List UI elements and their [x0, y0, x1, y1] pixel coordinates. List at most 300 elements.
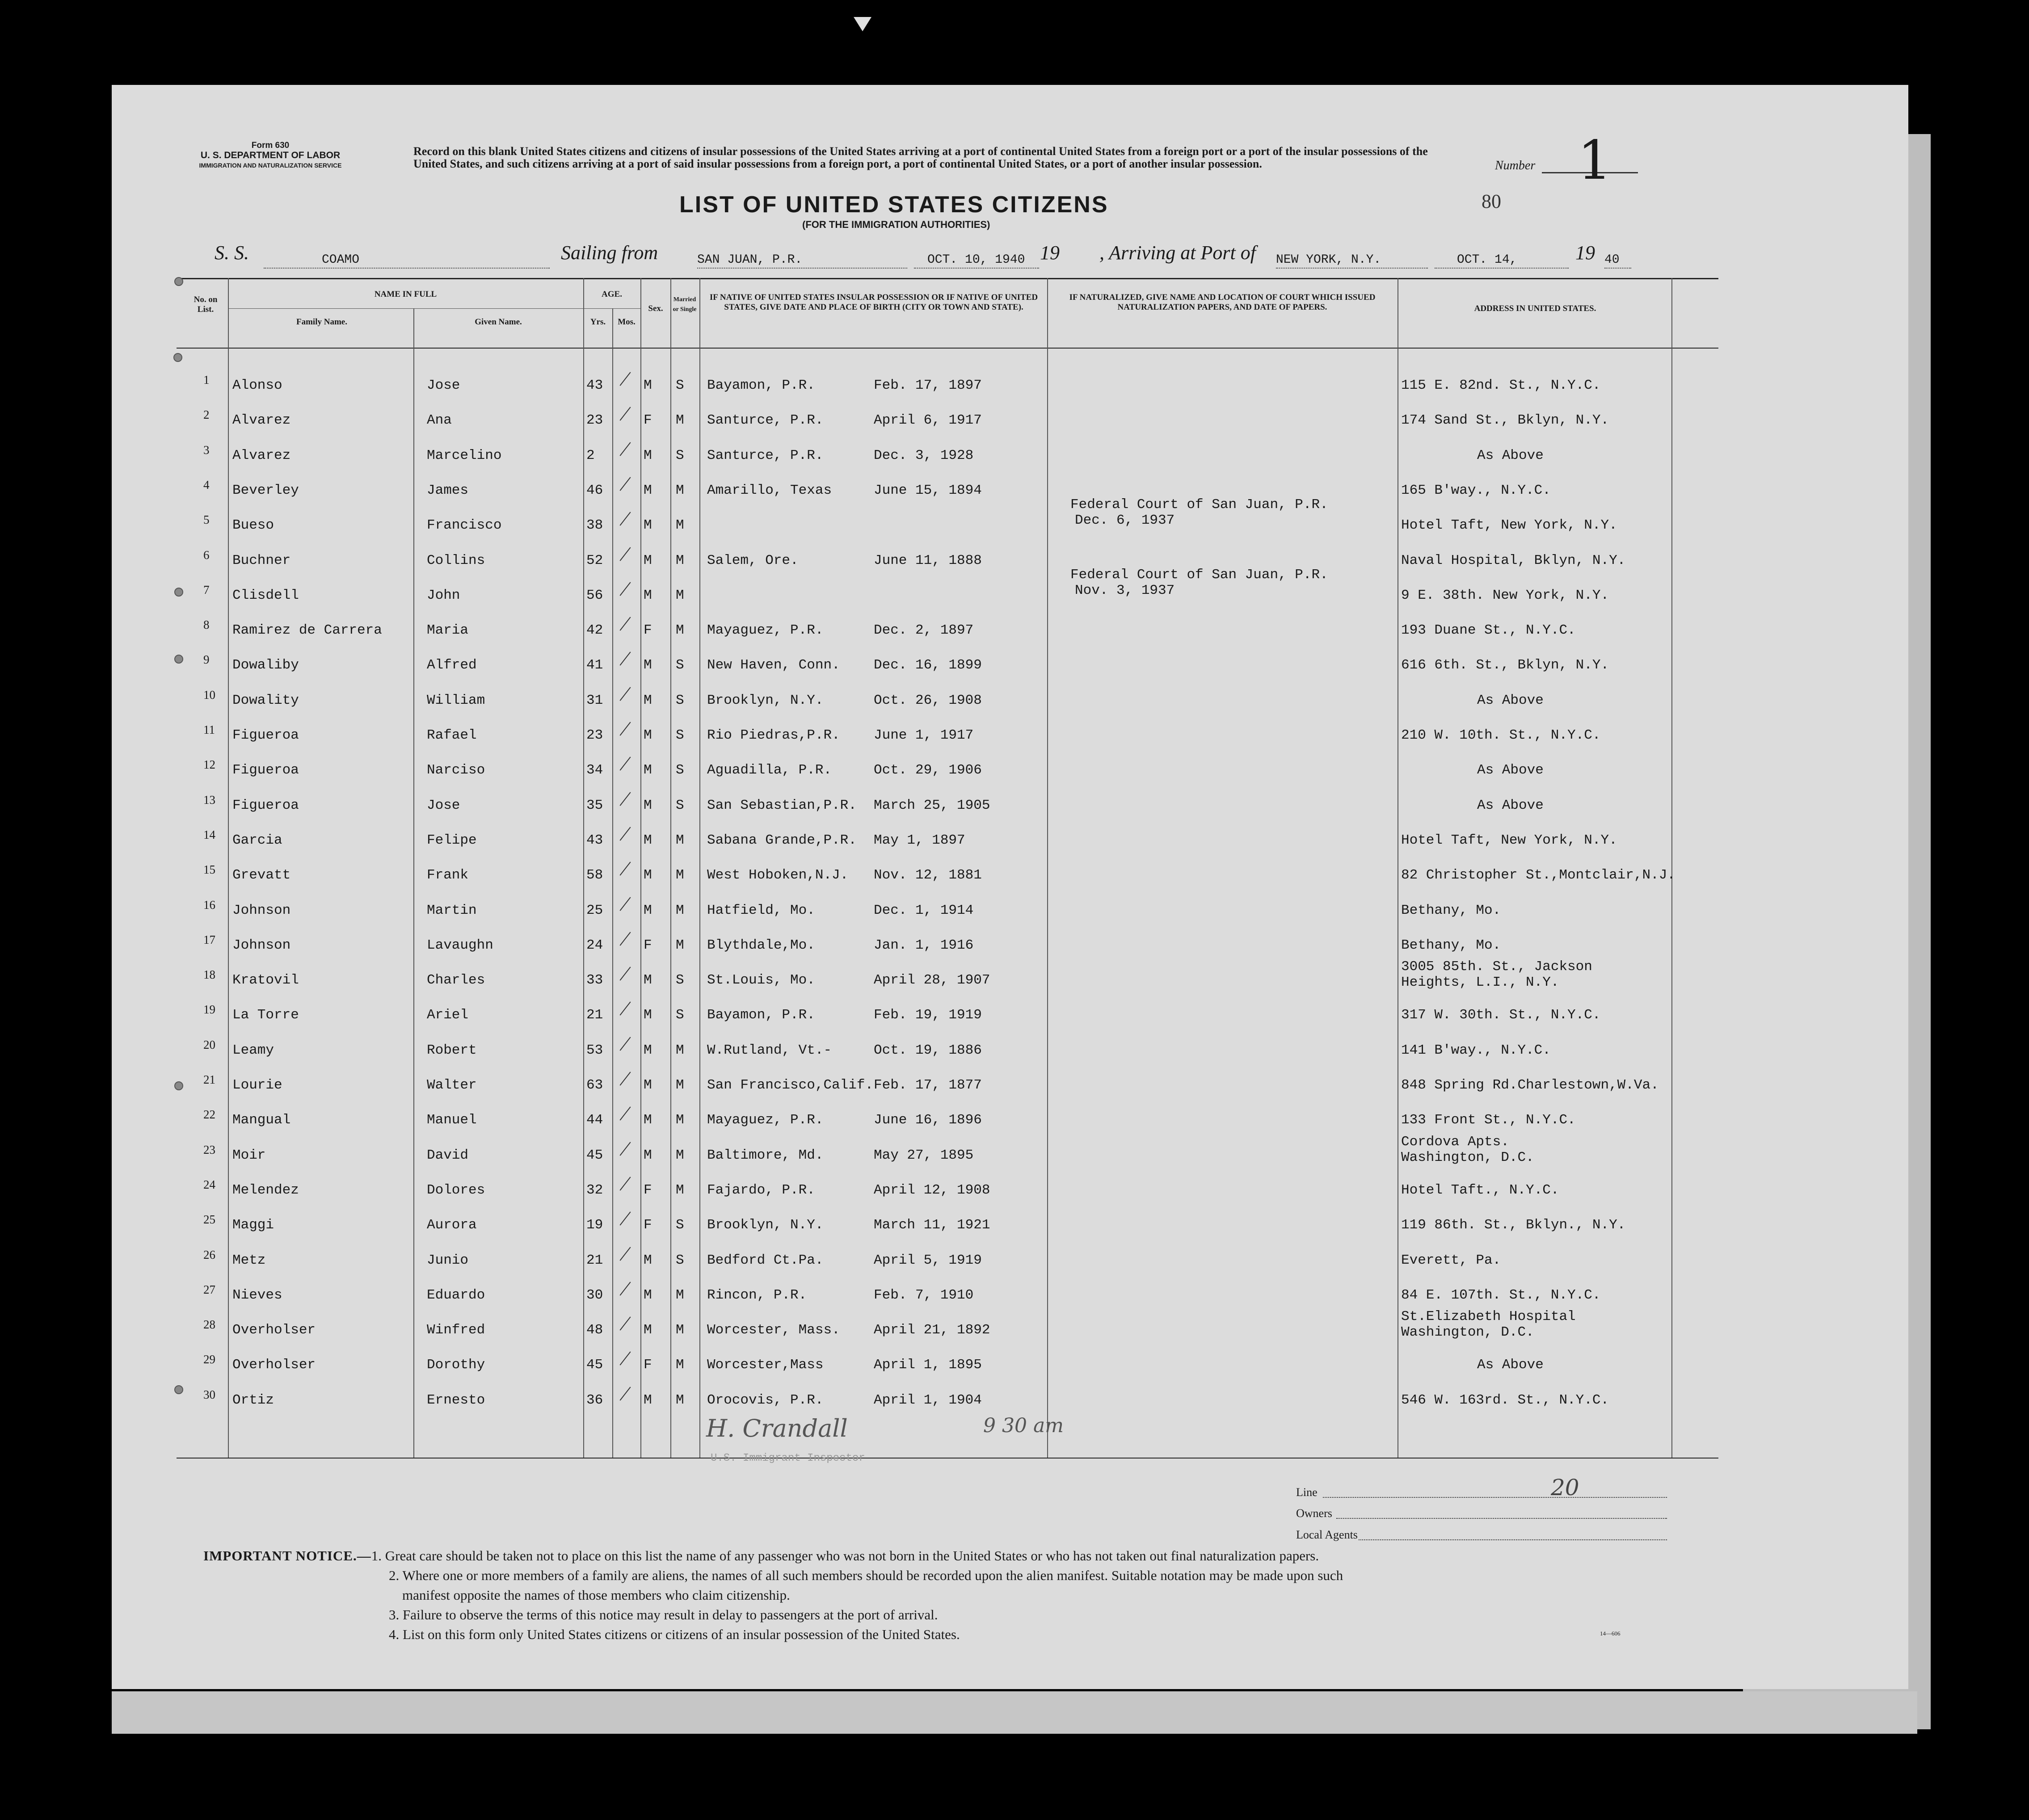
birth-date: April 5, 1919: [874, 1252, 982, 1268]
address-line: Washington, D.C.: [1401, 1149, 1534, 1165]
address: 616 6th. St., Bklyn, N.Y.: [1401, 657, 1609, 673]
form-instructions: Record on this blank United States citizens and citizens of insular possessions of the United States arriving at a port of continental United States from a foreign port or a port of the insular possessions of the United States, and such citizens arriving at a port of said insular possessions from a foreign port, a port of continental United States, or a port of another insular possession.: [413, 145, 1428, 170]
given-name: Jose: [427, 797, 460, 813]
given-name: David: [427, 1147, 469, 1163]
sailing-label: Sailing from: [561, 242, 658, 264]
header-name-in-full: NAME IN FULL: [374, 290, 437, 299]
address-line: St.Elizabeth Hospital: [1401, 1309, 1576, 1325]
line-field: [1323, 1497, 1667, 1498]
family-name: Buchner: [232, 552, 291, 568]
col-divider: [670, 278, 671, 1458]
sex: F: [644, 412, 652, 429]
age-years: 48: [586, 1322, 603, 1338]
family-name: Alvarez: [232, 412, 291, 429]
marital-status: S: [676, 1007, 684, 1023]
birth-date: Oct. 19, 1886: [874, 1042, 982, 1058]
row-number: 27: [203, 1282, 215, 1296]
row-number: 3: [203, 443, 210, 457]
address: 174 Sand St., Bklyn, N.Y.: [1401, 412, 1609, 429]
family-name: La Torre: [232, 1007, 299, 1023]
birth-date: Feb. 17, 1877: [874, 1077, 982, 1093]
page-title: LIST OF UNITED STATES CITIZENS: [679, 192, 1109, 218]
row-number: 16: [203, 898, 215, 912]
given-name: Frank: [427, 867, 469, 883]
arrival-date: OCT. 14,: [1457, 253, 1517, 267]
family-name: Johnson: [232, 937, 291, 953]
year-prefix-1: 19: [1040, 242, 1060, 264]
address: As Above: [1477, 447, 1544, 463]
birth-place: Bedford Ct.Pa.: [707, 1252, 824, 1268]
birth-place: Aguadilla, P.R.: [707, 762, 832, 778]
birth-place: Sabana Grande,P.R.: [707, 832, 857, 848]
address: As Above: [1477, 762, 1544, 778]
given-name: Manuel: [427, 1112, 477, 1128]
birth-place: W.Rutland, Vt.-: [707, 1042, 832, 1058]
address: 9 E. 38th. New York, N.Y.: [1401, 587, 1609, 603]
row-number: 28: [203, 1318, 215, 1332]
birth-place: Mayaguez, P.R.: [707, 622, 824, 639]
row-number: 12: [203, 758, 215, 772]
form-id: [174, 141, 366, 170]
birth-date: May 1, 1897: [874, 832, 965, 848]
ship-name: COAMO: [322, 253, 360, 267]
birth-date: Feb. 19, 1919: [874, 1007, 982, 1023]
marital-status: M: [676, 1357, 684, 1373]
birth-place: St.Louis, Mo.: [707, 972, 815, 988]
birth-date: May 27, 1895: [874, 1147, 974, 1163]
age-years: 35: [586, 797, 603, 813]
sex: M: [644, 832, 652, 848]
marital-status: S: [676, 378, 684, 393]
header-naturalized: IF NATURALIZED, GIVE NAME AND LOCATION OF COURT WHICH ISSUED NATURALIZATION PAPERS, AND DATE OF PAPERS.: [1069, 293, 1376, 312]
marital-status: S: [676, 1217, 684, 1233]
address: [1401, 1134, 1534, 1165]
given-name: Collins: [427, 552, 485, 568]
address: As Above: [1477, 692, 1544, 708]
notice-heading: IMPORTANT NOTICE.—: [203, 1548, 371, 1564]
family-name: Figueroa: [232, 797, 299, 813]
page-subtitle: (FOR THE IMMIGRATION AUTHORITIES): [802, 219, 990, 230]
notice-item-3: 3. Failure to observe the terms of this notice may result in delay to passengers at the port of arrival.: [389, 1607, 938, 1622]
age-years: 24: [586, 937, 603, 953]
marital-status: M: [676, 937, 684, 953]
birth-date: April 21, 1892: [874, 1322, 990, 1338]
given-name: William: [427, 692, 485, 708]
sex: M: [644, 1112, 652, 1128]
age-years: 46: [586, 482, 603, 498]
given-name: Dolores: [427, 1182, 485, 1198]
age-years: 43: [586, 832, 603, 848]
sex: M: [644, 902, 652, 918]
binding-hole: [174, 1081, 183, 1090]
given-name: Dorothy: [427, 1357, 485, 1373]
birth-place: Orocovis, P.R.: [707, 1392, 824, 1408]
sex: M: [644, 1287, 652, 1303]
address-line: Cordova Apts.: [1401, 1134, 1509, 1150]
marital-status: M: [676, 482, 684, 498]
col-divider: [1047, 278, 1048, 1458]
header-married-single: Married or Single: [673, 296, 697, 313]
row-number: 25: [203, 1213, 215, 1227]
given-name: Rafael: [427, 727, 477, 743]
age-years: 36: [586, 1392, 603, 1408]
row-number: 5: [203, 513, 210, 527]
age-years: 31: [586, 692, 603, 708]
sailing-date-field: [914, 245, 1039, 269]
service-name: IMMIGRATION AND NATURALIZATION SERVICE: [199, 162, 342, 169]
marital-status: M: [676, 867, 684, 883]
birth-date: June 16, 1896: [874, 1112, 982, 1128]
line-label: Line: [1296, 1486, 1318, 1499]
age-years: 45: [586, 1357, 603, 1373]
sailing-port: SAN JUAN, P.R.: [697, 253, 803, 267]
birth-date: April 12, 1908: [874, 1182, 990, 1198]
given-name: Jose: [427, 378, 460, 393]
arrival-port: NEW YORK, N.Y.: [1276, 253, 1381, 267]
address: 119 86th. St., Bklyn., N.Y.: [1401, 1217, 1626, 1233]
birth-date: Oct. 29, 1906: [874, 762, 982, 778]
sex: M: [644, 727, 652, 743]
col-divider: [228, 278, 229, 1458]
row-number: 1: [203, 373, 210, 387]
notice-item-2: 2. Where one or more members of a family are aliens, the names of all such members should be recorded upon the alien manifest. Suitable notation may be made upon such: [389, 1568, 1343, 1583]
marital-status: M: [676, 1042, 684, 1058]
family-name: Beverley: [232, 482, 299, 498]
address: As Above: [1477, 1357, 1544, 1373]
age-years: 34: [586, 762, 603, 778]
binding-hole: [174, 1385, 183, 1394]
header-age: AGE.: [602, 290, 622, 299]
birth-date: Jan. 1, 1916: [874, 937, 974, 953]
birth-place: Bayamon, P.R.: [707, 1007, 815, 1023]
row-number: 10: [203, 688, 215, 702]
header-given-name: Given Name.: [475, 317, 522, 327]
sailing-port-field: [697, 245, 907, 269]
sex: M: [644, 762, 652, 778]
header-address: ADDRESS IN UNITED STATES.: [1474, 304, 1596, 313]
marital-status: M: [676, 1392, 684, 1408]
marital-status: M: [676, 1112, 684, 1128]
birth-place: San Sebastian,P.R.: [707, 797, 857, 813]
notice-item-1: 1. Great care should be taken not to place on this list the name of any passenger who was not born in the United States or who has not taken out final naturalization papers.: [371, 1548, 1319, 1564]
address: [1401, 959, 1592, 990]
address-line: Heights, L.I., N.Y.: [1401, 975, 1559, 991]
sex: F: [644, 1357, 652, 1373]
given-name: Robert: [427, 1042, 477, 1058]
sex: M: [644, 587, 652, 603]
sex: M: [644, 972, 652, 988]
header-family-name: Family Name.: [296, 317, 347, 327]
address: As Above: [1477, 797, 1544, 813]
birth-place: Rincon, P.R.: [707, 1287, 807, 1303]
birth-date: April 1, 1904: [874, 1392, 982, 1408]
header-sex: Sex.: [648, 304, 663, 313]
sex: M: [644, 482, 652, 498]
header-mos: Mos.: [618, 317, 636, 327]
department-name: U. S. DEPARTMENT OF LABOR: [200, 150, 341, 160]
sex: M: [644, 447, 652, 463]
print-code: 14—606: [1600, 1630, 1621, 1637]
age-years: 45: [586, 1147, 603, 1163]
birth-place: Brooklyn, N.Y.: [707, 692, 824, 708]
marital-status: M: [676, 1147, 684, 1163]
birth-place: Worcester,Mass: [707, 1357, 824, 1373]
address: Hotel Taft, New York, N.Y.: [1401, 832, 1617, 848]
header-no: No. on List.: [194, 295, 218, 314]
address-line: 3005 85th. St., Jackson: [1401, 959, 1592, 975]
col-divider: [413, 308, 414, 1458]
sex: M: [644, 657, 652, 673]
binding-hole: [174, 588, 183, 597]
age-years: 2: [586, 447, 595, 463]
marital-status: S: [676, 1252, 684, 1268]
address: 848 Spring Rd.Charlestown,W.Va.: [1401, 1077, 1659, 1093]
birth-date: Feb. 17, 1897: [874, 378, 982, 393]
sex: F: [644, 1217, 652, 1233]
given-name: Francisco: [427, 517, 502, 534]
family-name: Metz: [232, 1252, 266, 1268]
row-number: 30: [203, 1387, 215, 1401]
sex: M: [644, 1147, 652, 1163]
row-number: 15: [203, 863, 215, 877]
birth-date: Oct. 26, 1908: [874, 692, 982, 708]
header-yrs: Yrs.: [590, 317, 606, 327]
birth-place: Santurce, P.R.: [707, 412, 824, 429]
age-years: 53: [586, 1042, 603, 1058]
address: 317 W. 30th. St., N.Y.C.: [1401, 1007, 1601, 1023]
arrival-year-field: [1604, 245, 1631, 269]
marital-status: M: [676, 412, 684, 429]
sex: M: [644, 867, 652, 883]
given-name: James: [427, 482, 469, 498]
paper-edge: [112, 1691, 1917, 1734]
given-name: Alfred: [427, 657, 477, 673]
given-name: Narciso: [427, 762, 485, 778]
age-years: 25: [586, 902, 603, 918]
sex: M: [644, 517, 652, 534]
family-name: Alonso: [232, 378, 282, 393]
family-name: Lourie: [232, 1077, 282, 1093]
family-name: Overholser: [232, 1357, 316, 1373]
birth-place: Brooklyn, N.Y.: [707, 1217, 824, 1233]
address: Naval Hospital, Bklyn, N.Y.: [1401, 552, 1626, 568]
given-name: Walter: [427, 1077, 477, 1093]
line-value: 20: [1551, 1475, 1579, 1501]
family-name: Moir: [232, 1147, 266, 1163]
naturalization-line: Nov. 3, 1937: [1075, 582, 1175, 598]
family-name: Kratovil: [232, 972, 299, 988]
row-number: 22: [203, 1108, 215, 1122]
row-number: 26: [203, 1248, 215, 1261]
row-number: 13: [203, 793, 215, 807]
given-name: Marcelino: [427, 447, 502, 463]
arrival-year: 40: [1604, 253, 1620, 267]
row-number: 24: [203, 1177, 215, 1191]
birth-date: Dec. 1, 1914: [874, 902, 974, 918]
marital-status: S: [676, 727, 684, 743]
family-name: Dowality: [232, 692, 299, 708]
given-name: John: [427, 587, 460, 603]
birth-place: Worcester, Mass.: [707, 1322, 840, 1338]
marital-status: M: [676, 552, 684, 568]
binding-hole: [174, 277, 183, 286]
col-divider: [583, 278, 584, 1458]
address: Hotel Taft., N.Y.C.: [1401, 1182, 1559, 1198]
age-years: 42: [586, 622, 603, 639]
marital-status: S: [676, 692, 684, 708]
name-subheader-rule: [228, 308, 639, 309]
sex: M: [644, 797, 652, 813]
sex: M: [644, 1007, 652, 1023]
header-birth: IF NATIVE OF UNITED STATES INSULAR POSSESSION OR IF NATIVE OF UNITED STATES, GIVE DATE AND PLACE OF BIRTH (CITY OR TOWN AND STATE).: [709, 293, 1038, 312]
row-number: 23: [203, 1143, 215, 1156]
marital-status: M: [676, 622, 684, 639]
table-bottom-border: [177, 1458, 1718, 1459]
col-divider: [699, 278, 700, 1458]
marital-status: S: [676, 972, 684, 988]
sex: M: [644, 1322, 652, 1338]
address: 141 B'way., N.Y.C.: [1401, 1042, 1551, 1058]
birth-place: Baltimore, Md.: [707, 1147, 824, 1163]
address: Bethany, Mo.: [1401, 937, 1501, 953]
family-name: Maggi: [232, 1217, 274, 1233]
address: 210 W. 10th. St., N.Y.C.: [1401, 727, 1601, 743]
birth-date: June 15, 1894: [874, 482, 982, 498]
age-years: 52: [586, 552, 603, 568]
address: [1401, 1309, 1576, 1340]
address: 165 B'way., N.Y.C.: [1401, 482, 1551, 498]
col-divider: [640, 278, 641, 1458]
sex: F: [644, 937, 652, 953]
birth-date: Dec. 3, 1928: [874, 447, 974, 463]
inspector-label: U.S. Immigrant Inspector: [711, 1452, 865, 1464]
given-name: Martin: [427, 902, 477, 918]
birth-date: April 6, 1917: [874, 412, 982, 429]
marital-status: M: [676, 517, 684, 534]
sex: M: [644, 1042, 652, 1058]
arriving-label: , Arriving at Port of: [1099, 242, 1256, 264]
handwritten-number: 80: [1482, 190, 1501, 212]
sex: F: [644, 622, 652, 639]
age-years: 21: [586, 1252, 603, 1268]
age-years: 38: [586, 517, 603, 534]
age-years: 23: [586, 412, 603, 429]
birth-date: Dec. 2, 1897: [874, 622, 974, 639]
given-name: Charles: [427, 972, 485, 988]
family-name: Alvarez: [232, 447, 291, 463]
naturalization-line: Dec. 6, 1937: [1075, 513, 1175, 529]
given-name: Maria: [427, 622, 469, 639]
given-name: Felipe: [427, 832, 477, 848]
sailing-date: OCT. 10, 1940: [927, 253, 1025, 267]
number-value: 1: [1578, 130, 1612, 192]
top-marker: [854, 17, 871, 31]
family-name: Bueso: [232, 517, 274, 534]
agents-label: Local Agents: [1296, 1528, 1358, 1541]
address-line: Washington, D.C.: [1401, 1324, 1534, 1341]
birth-place: Amarillo, Texas: [707, 482, 832, 498]
sex: M: [644, 378, 652, 393]
sex: F: [644, 1182, 652, 1198]
naturalization-line: Federal Court of San Juan, P.R.: [1070, 567, 1328, 583]
age-years: 23: [586, 727, 603, 743]
family-name: Ramirez de Carrera: [232, 622, 382, 639]
row-number: 8: [203, 618, 210, 632]
birth-date: June 1, 1917: [874, 727, 974, 743]
given-name: Lavaughn: [427, 937, 493, 953]
notice-item-2-cont: manifest opposite the names of those members who claim citizenship.: [402, 1587, 790, 1603]
header-bottom-border: [177, 348, 1718, 349]
marital-status: M: [676, 1182, 684, 1198]
birth-date: March 25, 1905: [874, 797, 990, 813]
family-name: Leamy: [232, 1042, 274, 1058]
birth-date: April 28, 1907: [874, 972, 990, 988]
owners-label: Owners: [1296, 1507, 1332, 1520]
age-years: 41: [586, 657, 603, 673]
sex: M: [644, 1077, 652, 1093]
family-name: Nieves: [232, 1287, 282, 1303]
age-years: 44: [586, 1112, 603, 1128]
ship-name-field: [264, 245, 550, 269]
birth-date: Dec. 16, 1899: [874, 657, 982, 673]
family-name: Grevatt: [232, 867, 291, 883]
marital-status: S: [676, 657, 684, 673]
signature-time: 9 30 am: [983, 1414, 1064, 1437]
row-number: 4: [203, 478, 210, 492]
birth-date: April 1, 1895: [874, 1357, 982, 1373]
ship-label: S. S.: [215, 242, 249, 264]
address: 193 Duane St., N.Y.C.: [1401, 622, 1576, 639]
family-name: Figueroa: [232, 762, 299, 778]
birth-date: June 11, 1888: [874, 552, 982, 568]
family-name: Mangual: [232, 1112, 291, 1128]
address: 84 E. 107th. St., N.Y.C.: [1401, 1287, 1601, 1303]
age-years: 63: [586, 1077, 603, 1093]
birth-date: Nov. 12, 1881: [874, 867, 982, 883]
marital-status: M: [676, 1322, 684, 1338]
sex: M: [644, 1252, 652, 1268]
row-number: 17: [203, 933, 215, 946]
birth-date: March 11, 1921: [874, 1217, 990, 1233]
binding-hole: [173, 353, 182, 362]
row-number: 20: [203, 1038, 215, 1051]
naturalization-line: Federal Court of San Juan, P.R.: [1070, 497, 1328, 513]
marital-status: S: [676, 447, 684, 463]
age-years: 21: [586, 1007, 603, 1023]
family-name: Overholser: [232, 1322, 316, 1338]
marital-status: M: [676, 902, 684, 918]
family-name: Johnson: [232, 902, 291, 918]
marital-status: S: [676, 762, 684, 778]
given-name: Junio: [427, 1252, 469, 1268]
given-name: Ernesto: [427, 1392, 485, 1408]
marital-status: M: [676, 1287, 684, 1303]
address: 82 Christopher St.,Montclair,N.J.: [1401, 867, 1675, 883]
naturalization-court: [1070, 567, 1328, 598]
given-name: Ariel: [427, 1007, 469, 1023]
given-name: Aurora: [427, 1217, 477, 1233]
table-top-border: [177, 278, 1718, 279]
sex: M: [644, 552, 652, 568]
birth-date: Feb. 7, 1910: [874, 1287, 974, 1303]
address: Bethany, Mo.: [1401, 902, 1501, 918]
age-years: 33: [586, 972, 603, 988]
age-years: 58: [586, 867, 603, 883]
year-prefix-2: 19: [1575, 242, 1595, 264]
arrival-date-field: [1435, 245, 1569, 269]
address: 546 W. 163rd. St., N.Y.C.: [1401, 1392, 1609, 1408]
owners-field: [1336, 1518, 1667, 1519]
